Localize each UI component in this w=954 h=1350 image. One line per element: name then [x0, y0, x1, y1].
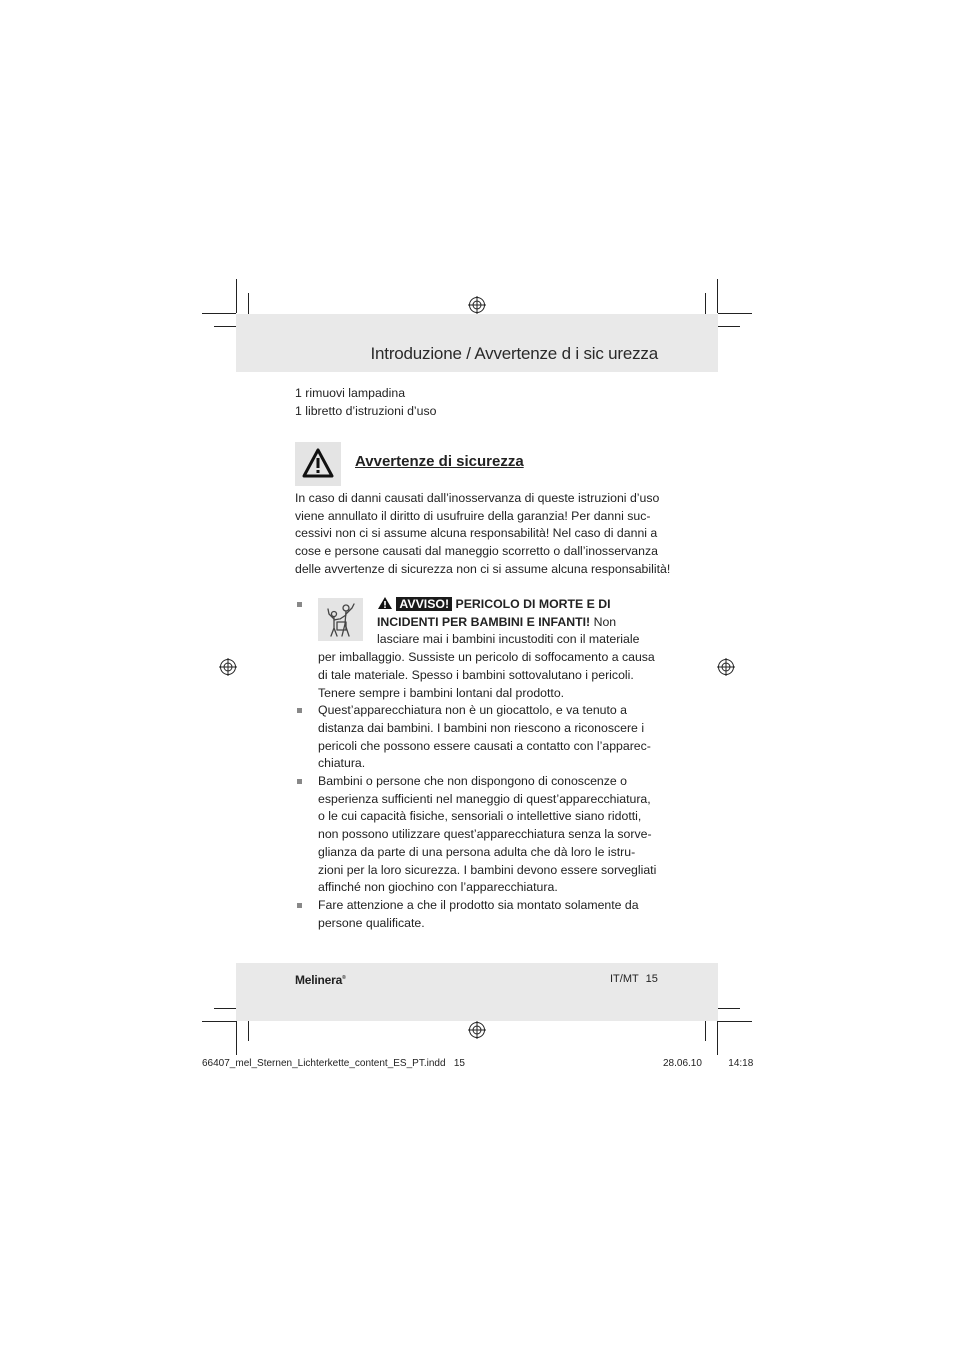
registered-mark: ® — [342, 975, 346, 981]
intro-line: cose e persone causati dal maneggio scorretto o dall’inosservanza — [295, 544, 658, 559]
warning-heading-line — [377, 596, 666, 614]
page-title: Introduzione / Avvertenze d i sic urezza — [370, 344, 658, 363]
header-band — [236, 314, 718, 372]
intro-line: In caso di danni causati dall’inosservanza di queste istruzioni d’uso — [295, 491, 660, 505]
warning-triangle-icon — [377, 596, 393, 610]
brand-logo — [295, 973, 346, 987]
page-number: 15 — [645, 973, 658, 985]
warning-text: lasciare mai i bambini incustoditi con il materiale — [377, 632, 640, 647]
bullet-square-icon — [297, 779, 302, 784]
warning-badge: AVVISO! — [396, 597, 452, 611]
warning-triangle-box — [295, 442, 341, 486]
bullet-line: distanza dai bambini. I bambini non riescono a riconoscere i — [318, 720, 645, 735]
bullet-line: esperienza sufficienti nel maneggio di quest’apparecchiatura, — [318, 791, 651, 806]
section-title: Avvertenze di sicurezza — [355, 453, 524, 470]
warning-triangle-icon — [295, 442, 341, 486]
language-code: IT/MT — [610, 973, 639, 985]
registration-mark-icon — [717, 658, 735, 676]
bullet-line: Bambini o persone che non dispongono di conoscenze o — [318, 774, 628, 789]
list-item — [296, 773, 666, 897]
registration-mark-icon — [219, 658, 237, 676]
warning-text: di tale materiale. Spesso i bambini sottovalutano i pericoli. — [318, 667, 634, 682]
warning-heading-line — [377, 614, 666, 632]
warning-heading: PERICOLO DI MORTE E DI — [455, 597, 611, 611]
bullet-line: o le cui capacità fisiche, sensoriali o intellettive siano ridotti, — [318, 809, 642, 824]
list-item — [296, 702, 666, 773]
bullet-line: pericoli che possono essere causati a contatto con l’apparec- — [318, 738, 651, 753]
intro-paragraph — [295, 490, 675, 579]
warning-text: per imballaggio. Sussiste un pericolo di soffocamento a causa — [318, 650, 655, 665]
registration-mark-icon — [468, 296, 486, 314]
child-hazard-icon — [318, 598, 363, 641]
page-info — [610, 973, 658, 985]
bullet-square-icon — [297, 602, 302, 607]
bullet-square-icon — [297, 903, 302, 908]
safety-bullet-list — [296, 596, 666, 932]
bullet-line: persone qualificate. — [318, 915, 425, 930]
bullet-line: non possono utilizzare quest’apparecchiatura senza la sorve- — [318, 827, 652, 842]
bullet-line: Fare attenzione a che il prodotto sia montato solamente da — [318, 897, 639, 912]
child-warning-box — [318, 598, 363, 641]
registration-mark-icon — [468, 1021, 486, 1039]
warning-heading: INCIDENTI PER BAMBINI E INFANTI! — [377, 614, 591, 629]
warning-text: Tenere sempre i bambini lontani dal prodotto. — [318, 685, 565, 700]
package-contents — [295, 385, 437, 420]
brand-name: Melinera — [295, 973, 343, 987]
bullet-line: zioni per la loro sicurezza. I bambini devono essere sorvegliati — [318, 862, 657, 877]
bullet-line: affinché non giochino con l’apparecchiatura. — [318, 880, 558, 895]
contents-item: 1 rimuovi lampadina — [295, 386, 406, 400]
warning-text: Non — [593, 614, 617, 629]
contents-item: 1 libretto d’istruzioni d’uso — [295, 403, 437, 418]
intro-line: delle avvertenze di sicurezza non ci si assume alcuna responsabilità! — [295, 561, 671, 576]
intro-line: viene annullato il diritto di usufruire della garanzia! Per danni suc- — [295, 508, 651, 523]
list-item — [296, 897, 666, 932]
intro-line: cessivi non ci si assume alcuna responsabilità! Nel caso di danni a — [295, 526, 658, 541]
bullet-square-icon — [297, 708, 302, 713]
print-datetime: 28.06.10 14:18 — [663, 1058, 754, 1069]
print-filename: 66407_mel_Sternen_Lichterkette_content_ES_PT.indd 15 — [202, 1058, 465, 1069]
footer-band — [236, 963, 718, 1021]
bullet-line: glianza da parte di una persona adulta che dà loro le istru- — [318, 844, 636, 859]
bullet-line: Quest’apparecchiatura non è un giocattolo, e va tenuto a — [318, 703, 628, 718]
list-item — [296, 596, 666, 702]
bullet-line: chiatura. — [318, 756, 366, 771]
